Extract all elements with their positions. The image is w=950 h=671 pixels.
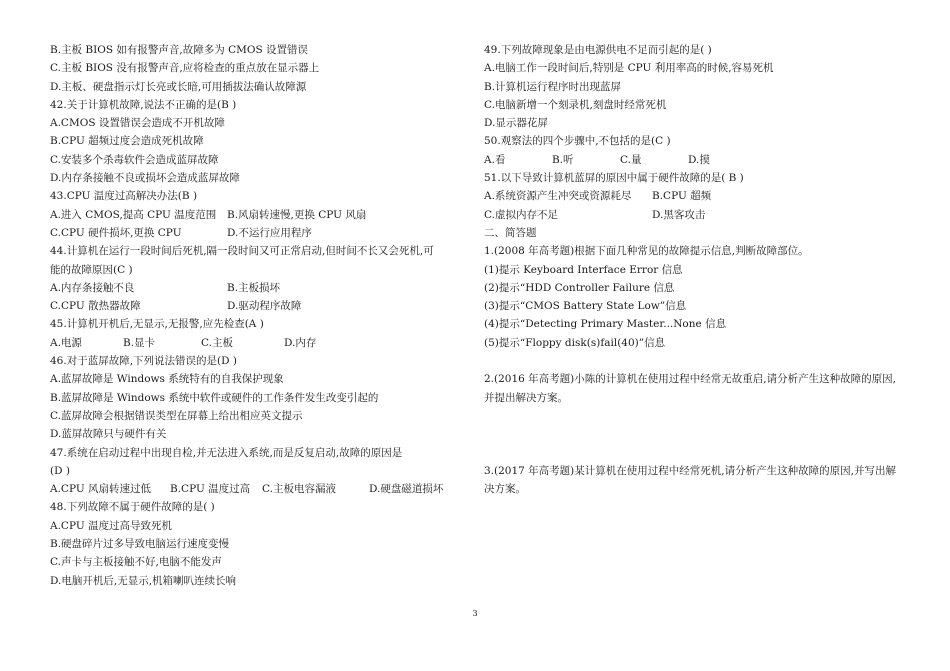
option: D.黑客攻击 — [652, 208, 706, 221]
option: D.内存 — [284, 336, 317, 349]
sub-item: (2)提示“HDD Controller Failure 信息 — [484, 281, 675, 294]
option-line: D.显示器花屏 — [484, 117, 548, 130]
options-row — [50, 224, 470, 242]
options-row — [50, 480, 470, 498]
question-50: 50.观察法的四个步骤中,不包括的是(C ) — [484, 135, 671, 148]
option-line: D.蓝屏故障只与硬件有关 — [50, 428, 167, 441]
short-question-1: 1.(2008 年高考题)根据下面几种常见的故障提示信息,判断故障部位。 — [484, 245, 809, 258]
option-line: B.CPU 超频过度会造成死机故障 — [50, 135, 204, 148]
option-line: A.蓝屏故障是 Windows 系统特有的自我保护现象 — [50, 373, 284, 386]
short-question-2: 2.(2016 年高考题)小陈的计算机在使用过程中经常无故重启,请分析产生这种故障的原因,并提出解决方案。 — [484, 373, 896, 404]
option-line: C.安装多个杀毒软件会造成蓝屏故障 — [50, 153, 219, 166]
section-heading: 二、简答题 — [484, 226, 537, 239]
question-44: 44.计算机在运行一段时间后死机,隔一段时间又可正常启动,但时间不长又会死机,可 — [50, 245, 434, 258]
sub-item: (5)提示“Floppy disk(s)fail(40)”信息 — [484, 336, 666, 349]
question-49: 49.下列故障现象是由电源供电不足而引起的是( ) — [484, 44, 712, 56]
option: B.显卡 — [123, 336, 156, 349]
question-48: 48.下列故障不属于硬件故障的是( ) — [50, 501, 215, 514]
question-47: 47.系统在启动过程中出现自检,并无法进入系统,而是反复启动,故障的原因是 — [50, 446, 403, 459]
option: D.摸 — [688, 153, 710, 166]
page-number: 3 — [472, 609, 478, 618]
question-46: 46.对于蓝屏故障,下列说法错误的是(D ) — [50, 355, 237, 368]
options-row — [484, 151, 904, 169]
option: C.CPU 硬件损坏,更换 CPU — [50, 226, 182, 239]
option: C.主板电容漏液 — [262, 483, 336, 496]
option: B.主板损坏 — [227, 281, 281, 294]
question-51: 51.以下导致计算机蓝屏的原因中属于硬件故障的是( B ) — [484, 172, 744, 185]
option: B.风扇转速慢,更换 CPU 风扇 — [227, 208, 367, 221]
option-line: C.蓝屏故障会根据错误类型在屏幕上给出相应英文提示 — [50, 409, 303, 422]
option-line: D.内存条接触不良或损坏会造成蓝屏故障 — [50, 172, 240, 185]
short-question-3: 3.(2017 年高考题)某计算机在使用过程中经常死机,请分析产生这种故障的原因,并写出解决方案。 — [484, 464, 896, 496]
option-line: B.蓝屏故障是 Windows 系统中软件或硬件的工作条件发生改变引起的 — [50, 391, 379, 404]
question-42: 42.关于计算机故障,说法不正确的是(B ) — [50, 98, 237, 111]
options-row — [484, 187, 904, 205]
option-line: C.电脑新增一个刻录机,刻盘时经常死机 — [484, 98, 667, 111]
option: A.进入 CMOS,提高 CPU 温度范围 — [50, 208, 217, 221]
option: A.电源 — [50, 336, 82, 349]
option-line: C.声卡与主板接触不好,电脑不能发声 — [50, 556, 222, 569]
options-row — [50, 279, 470, 297]
left-column — [50, 41, 470, 590]
option-line: A.CMOS 设置错误会造成不开机故障 — [50, 117, 225, 130]
option-line: D.主板、硬盘指示灯长亮或长暗,可用插拔法确认故障源 — [50, 80, 307, 93]
question-43: 43.CPU 温度过高解决办法(B ) — [50, 190, 198, 203]
question-44-cont: 能的故障原因(C ) — [50, 263, 133, 276]
option: C.CPU 散热器故障 — [50, 300, 141, 313]
options-row — [484, 206, 904, 224]
option: A.系统资源产生冲突或资源耗尽 — [484, 190, 632, 203]
sub-item: (1)提示 Keyboard Interface Error 信息 — [484, 263, 683, 276]
options-row — [50, 334, 470, 352]
right-column — [484, 41, 904, 498]
option-line: B.硬盘碎片过多导致电脑运行速度变慢 — [50, 538, 230, 551]
options-row — [50, 206, 470, 224]
option: C.量 — [620, 153, 642, 166]
option: D.不运行应用程序 — [227, 226, 312, 239]
option-line: B.主板 BIOS 如有报警声音,故障多为 CMOS 设置错误 — [50, 44, 308, 56]
option: A.CPU 风扇转速过低 — [50, 483, 152, 496]
sub-item: (3)提示“CMOS Battery State Low”信息 — [484, 300, 687, 313]
option-line: D.电脑开机后,无显示,机箱喇叭连续长响 — [50, 574, 237, 587]
option: D.硬盘磁道损坏 — [369, 483, 444, 496]
option: A.看 — [484, 153, 506, 166]
option-line: C.主板 BIOS 没有报警声音,应将检查的重点放在显示器上 — [50, 62, 320, 75]
option: D.驱动程序故障 — [227, 300, 302, 313]
option: B.CPU 超频 — [652, 190, 712, 203]
options-row — [50, 297, 470, 315]
sub-item: (4)提示“Detecting Primary Master...None 信息 — [484, 318, 727, 331]
question-45: 45.计算机开机后,无显示,无报警,应先检查(A ) — [50, 318, 264, 331]
question-47-cont: (D ) — [50, 464, 70, 477]
option-line: A.CPU 温度过高导致死机 — [50, 519, 173, 532]
option: C.主板 — [201, 336, 233, 349]
option: C.虚拟内存不足 — [484, 208, 558, 221]
option-line: A.电脑工作一段时间后,特别是 CPU 利用率高的时候,容易死机 — [484, 62, 774, 75]
option-line: B.计算机运行程序时出现蓝屏 — [484, 80, 622, 93]
option: B.听 — [552, 153, 574, 166]
option: A.内存条接触不良 — [50, 281, 135, 294]
option: B.CPU 温度过高 — [170, 483, 251, 496]
